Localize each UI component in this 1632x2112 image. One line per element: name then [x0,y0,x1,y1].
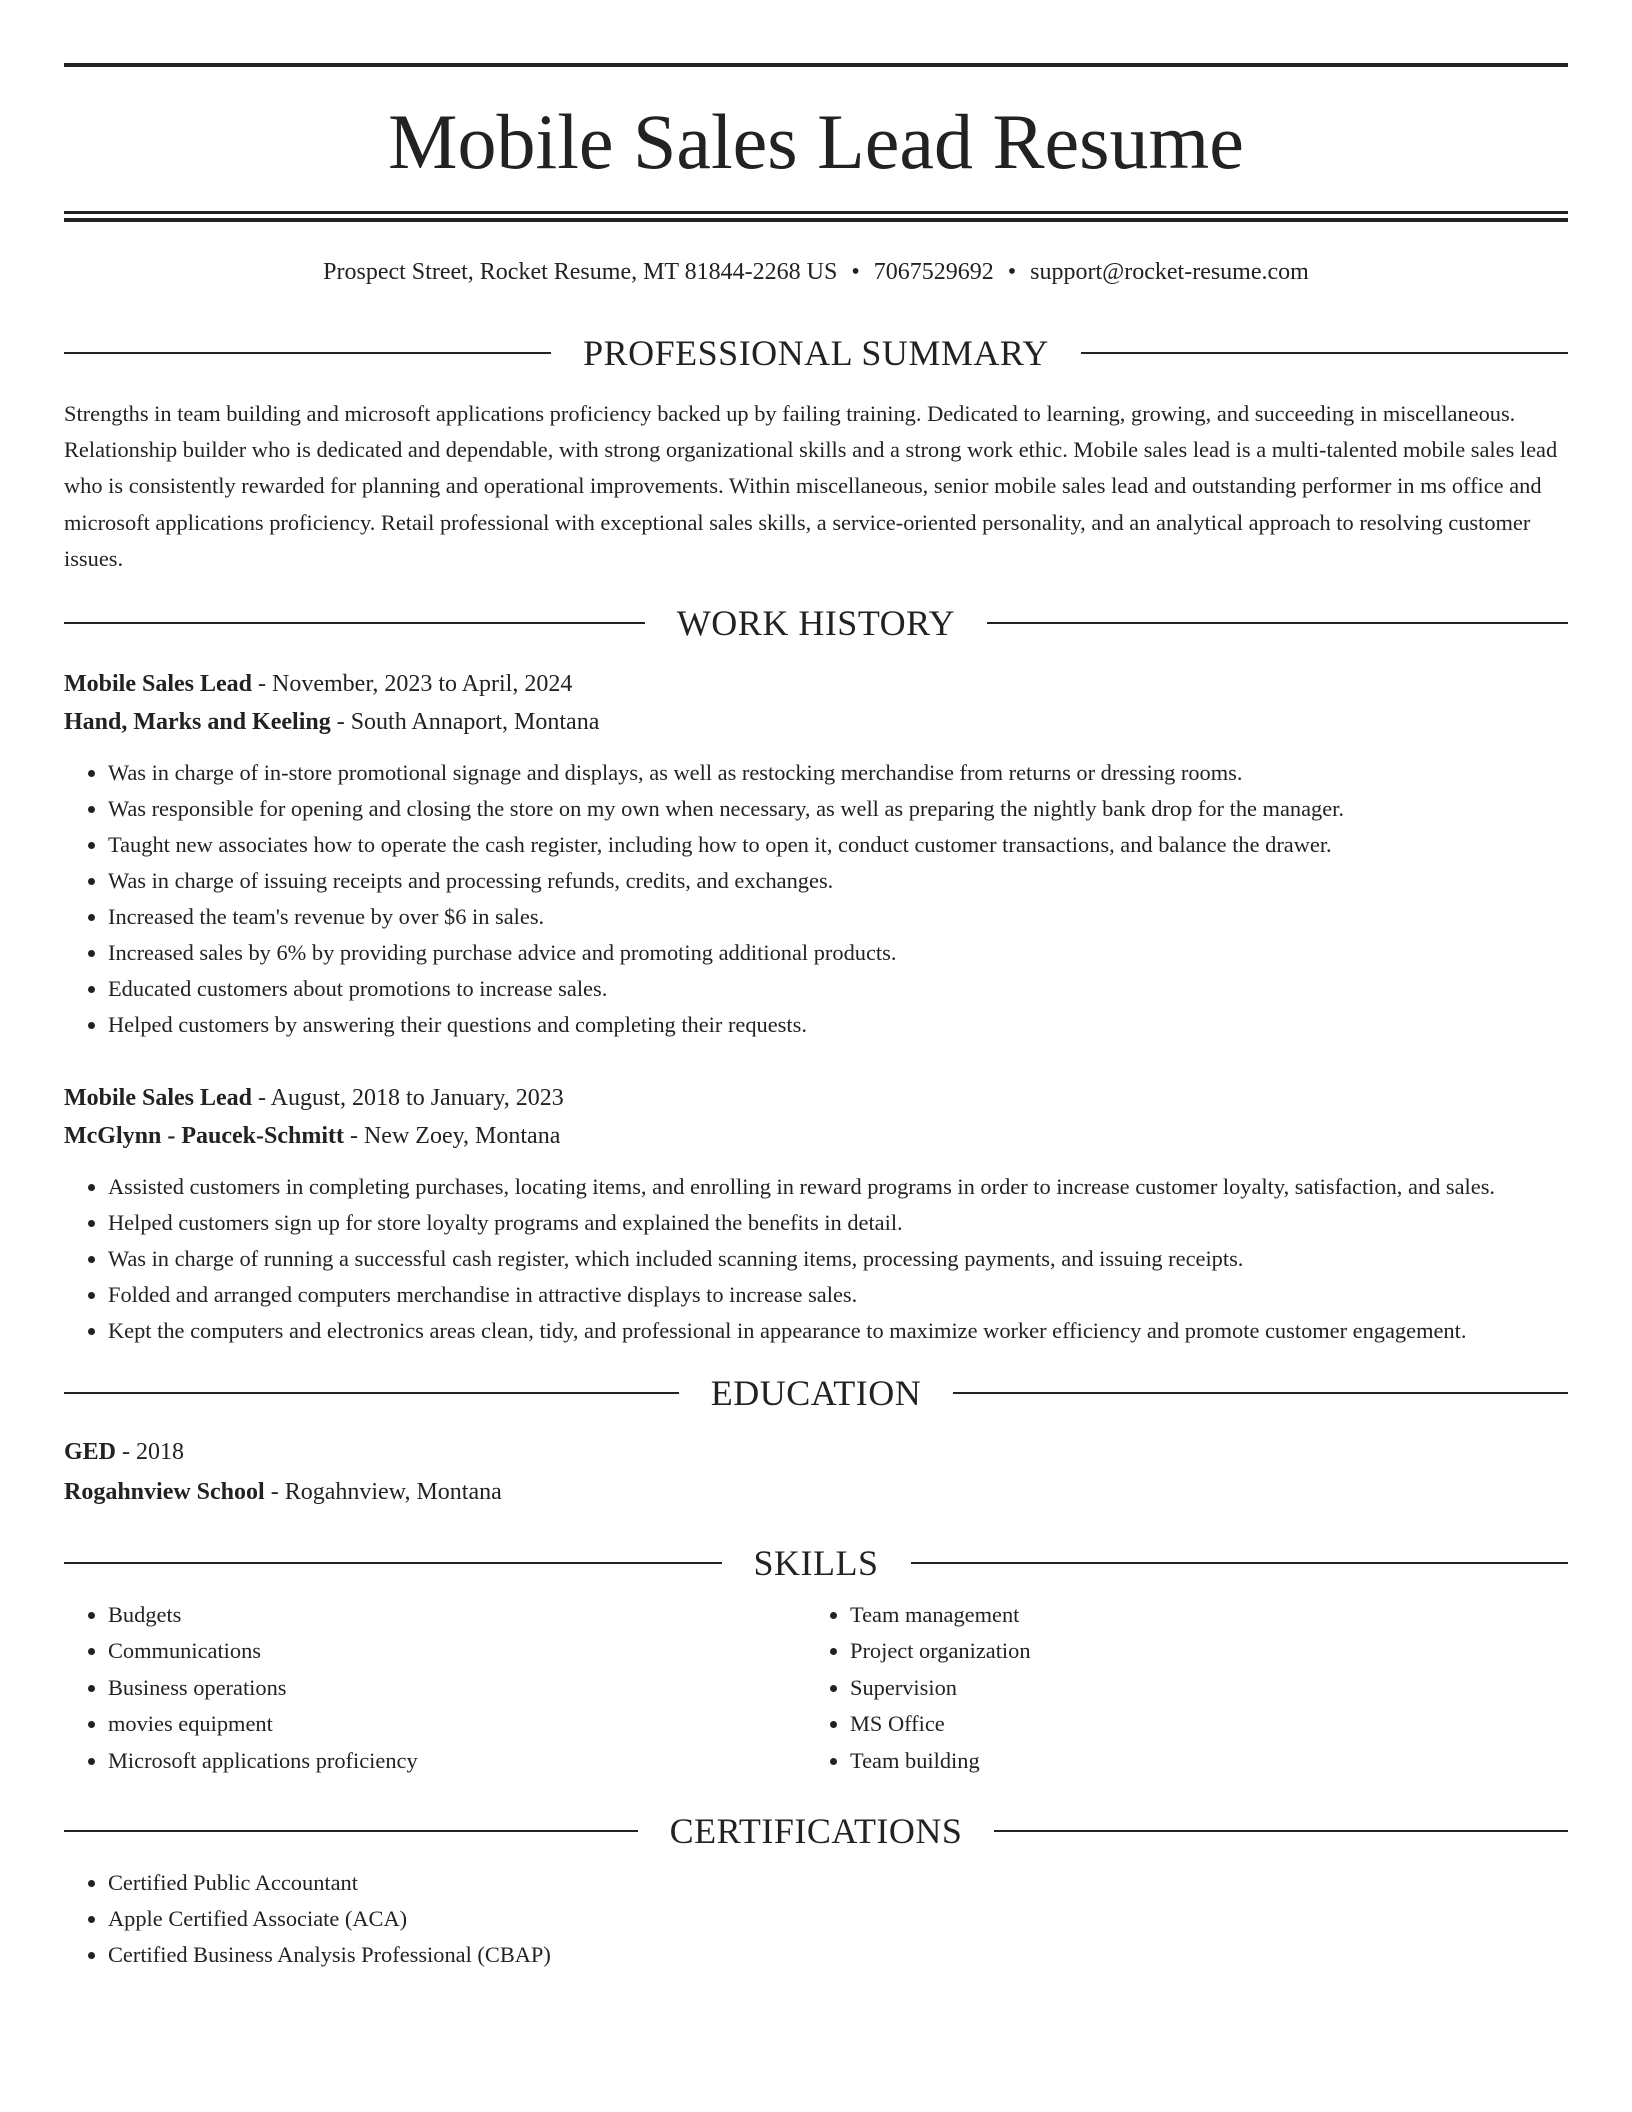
list-item: • Was in charge of in-store promotional signage and displays, as well as restocking merchandise from returns or dressing rooms. [108,755,1568,791]
list-item: • Microsoft applications proficiency [108,1743,806,1779]
skills-heading-label: SKILLS [753,1543,879,1584]
job-dates: - November, 2023 to April, 2024 [252,671,573,698]
job-bullets [64,1169,1568,1349]
job-location: - New Zoey, Montana [343,1123,561,1150]
job-location: - South Annaport, Montana [330,709,600,736]
list-item: • Helped customers sign up for store loyalty programs and explained the benefits in detail. [108,1205,1568,1241]
resume-title: Mobile Sales Lead Resume [388,98,1244,185]
list-item: • Budgets [108,1597,806,1633]
heading-rule [64,1830,638,1832]
heading-rule [64,1562,722,1564]
contact-address: Prospect Street, Rocket Resume, MT 81844-2268 US [323,259,838,285]
list-item: • Helped customers by answering their questions and completing their requests. [108,1007,1568,1043]
skills-right-list [806,1597,1548,1779]
job-company-line [64,703,1568,741]
heading-rule [987,622,1568,624]
contact-phone: 7067529692 [873,259,994,285]
job-company: McGlynn - Paucek-Schmitt [64,1123,344,1150]
list-item: • Team building [850,1743,1548,1779]
certifications-list [64,1865,1568,1973]
top-rule [64,63,1568,67]
education-heading [64,1373,1568,1413]
list-item: • Was responsible for opening and closing the store on my own when necessary, as well as preparing the nightly bank drop for the manager. [108,791,1568,827]
summary-heading-label: PROFESSIONAL SUMMARY [583,333,1049,373]
job-title-line [64,1079,1568,1117]
contact-separator: • [1007,259,1017,285]
job-bullets [64,755,1568,1043]
job-title-line [64,665,1568,703]
list-item: • Kept the computers and electronics areas clean, tidy, and professional in appearance to maximize worker efficiency and promote customer engagement. [108,1313,1568,1349]
title-double-rule [64,211,1568,222]
job-company: Hand, Marks and Keeling [64,709,331,736]
summary-heading [64,333,1568,373]
certifications-heading [64,1811,1568,1851]
list-item: • Apple Certified Associate (ACA) [108,1901,1568,1937]
heading-rule [911,1562,1569,1564]
list-item: • Business operations [108,1670,806,1706]
skills-heading [64,1543,1568,1583]
list-item: • Certified Public Accountant [108,1865,1568,1901]
heading-rule [64,352,551,354]
list-item: • Increased the team's revenue by over $6 in sales. [108,899,1568,935]
job-title: Mobile Sales Lead [64,671,253,698]
education-school-line [64,1473,1568,1511]
contact-separator: • [851,259,860,285]
list-item: • Was in charge of issuing receipts and processing refunds, credits, and exchanges. [108,863,1568,899]
list-item: • Team management [850,1597,1548,1633]
list-item: • Taught new associates how to operate the cash register, including how to open it, conduct customer transactions, and balance the drawer. [108,827,1568,863]
work-history-list [64,665,1568,1349]
education-year: - 2018 [116,1439,185,1466]
list-item: • Supervision [850,1670,1548,1706]
job-entry [64,665,1568,1043]
list-item: • Educated customers about promotions to increase sales. [108,971,1568,1007]
skills-left-list [64,1597,806,1779]
job-entry [64,1079,1568,1349]
work-heading-label: WORK HISTORY [676,603,956,644]
list-item: • Communications [108,1633,806,1669]
list-item: • MS Office [850,1706,1548,1742]
heading-rule [64,1392,679,1394]
education-entry [64,1433,1568,1511]
heading-rule [953,1392,1568,1394]
heading-rule [994,1830,1568,1832]
list-item: • movies equipment [108,1706,806,1742]
list-item: • Certified Business Analysis Professional (CBAP) [108,1937,1568,1973]
contact-line [64,257,1568,287]
education-heading-label: EDUCATION [710,1373,922,1414]
heading-rule [64,622,645,624]
education-location: - Rogahnview, Montana [264,1479,502,1506]
list-item: • Folded and arranged computers merchandise in attractive displays to increase sales. [108,1277,1568,1313]
list-item: • Was in charge of running a successful cash register, which included scanning items, processing payments, and issuing receipts. [108,1241,1568,1277]
work-heading [64,603,1568,643]
list-item: • Assisted customers in completing purchases, locating items, and enrolling in reward programs in order to increase customer loyalty, satisfaction, and sales. [108,1169,1568,1205]
skills-columns [64,1597,1568,1779]
list-item: • Project organization [850,1633,1548,1669]
summary-text: Strengths in team building and microsoft applications proficiency backed up by failing training. Dedicated to learning, growing, and succeeding in miscellaneous. Relationship builder who is dedicated and dependable, with strong organizational skills and a strong work ethic. Mobile sales lead is a multi-talented mobile sales lead who is consistently rewarded for planning and operational improvements. Within miscellaneous, senior mobile sales lead and outstanding performer in ms office and microsoft applications proficiency. Retail professional with exceptional sales skills, a service-oriented personality, and an analytical approach to resolving customer issues. [64,401,1558,571]
certifications-heading-label: CERTIFICATIONS [669,1811,963,1852]
education-degree: GED [64,1439,117,1466]
contact-email: support@rocket-resume.com [1030,259,1309,285]
education-degree-line [64,1433,1568,1471]
education-school: Rogahnview School [64,1479,265,1506]
job-title: Mobile Sales Lead [64,1085,253,1112]
job-company-line [64,1117,1568,1155]
job-dates: - August, 2018 to January, 2023 [252,1085,564,1112]
heading-rule [1081,352,1568,354]
list-item: • Increased sales by 6% by providing purchase advice and promoting additional products. [108,935,1568,971]
resume-page [64,0,1568,1973]
